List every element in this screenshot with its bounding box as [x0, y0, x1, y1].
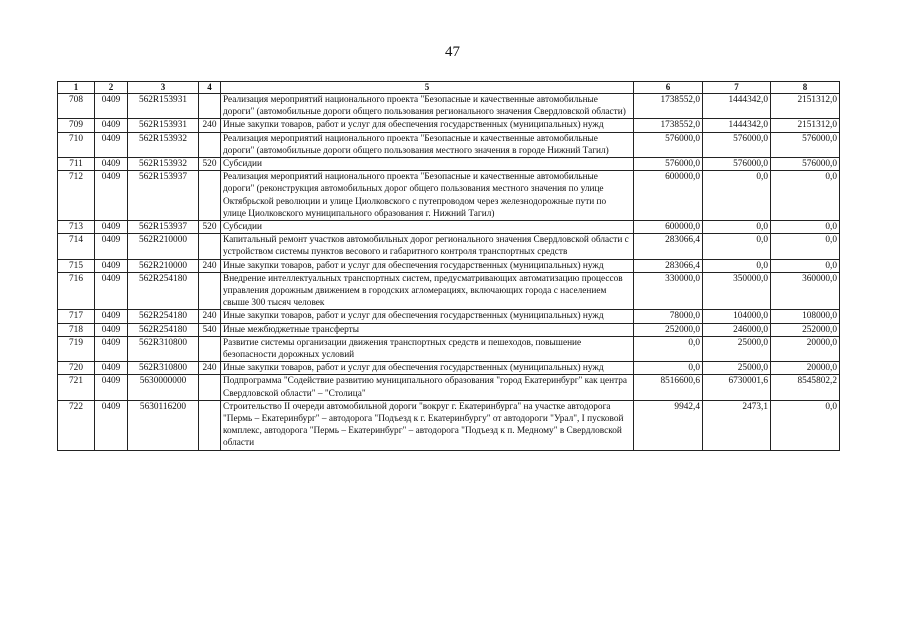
amount-year2-cell: 350000,0	[703, 272, 771, 310]
section-code-cell: 0409	[95, 400, 128, 450]
table-row	[58, 362, 840, 375]
table-row	[58, 323, 840, 336]
amount-year2-cell: 2473,1	[703, 400, 771, 450]
expense-type-cell: 520	[199, 158, 221, 171]
section-code-cell: 0409	[95, 94, 128, 119]
expense-type-cell: 240	[199, 259, 221, 272]
amount-year2-cell: 0,0	[703, 234, 771, 259]
amount-year1-cell: 8516600,6	[634, 375, 703, 400]
table-row	[58, 400, 840, 450]
target-article-cell: 562R153931	[128, 119, 199, 132]
amount-year3-cell: 20000,0	[771, 362, 840, 375]
row-number-cell: 720	[58, 362, 95, 375]
amount-year3-cell: 108000,0	[771, 310, 840, 323]
target-article-cell: 562R153937	[128, 221, 199, 234]
column-header: 4	[199, 82, 221, 94]
section-code-cell: 0409	[95, 221, 128, 234]
amount-year2-cell: 104000,0	[703, 310, 771, 323]
item-name-cell: Реализация мероприятий национального проекта "Безопасные и качественные автомобильные дороги" (реконструкция автомобильных дорог общего пользования местного значения по улице Октябрьской революции и улице Циолковского с путепроводом через железнодорожные пути по улице Циолковского муниципального образования г. Нижний Тагил)	[221, 171, 634, 221]
amount-year1-cell: 252000,0	[634, 323, 703, 336]
amount-year2-cell: 6730001,6	[703, 375, 771, 400]
amount-year3-cell: 2151312,0	[771, 94, 840, 119]
table-row	[58, 158, 840, 171]
section-code-cell: 0409	[95, 310, 128, 323]
target-article-cell: 562R153932	[128, 132, 199, 157]
expense-type-cell	[199, 400, 221, 450]
amount-year3-cell: 0,0	[771, 400, 840, 450]
row-number-cell: 711	[58, 158, 95, 171]
section-code-cell: 0409	[95, 375, 128, 400]
section-code-cell: 0409	[95, 259, 128, 272]
amount-year2-cell: 576000,0	[703, 132, 771, 157]
expense-type-cell	[199, 375, 221, 400]
section-code-cell: 0409	[95, 158, 128, 171]
section-code-cell: 0409	[95, 119, 128, 132]
expense-type-cell: 240	[199, 362, 221, 375]
expense-type-cell: 520	[199, 221, 221, 234]
row-number-cell: 709	[58, 119, 95, 132]
column-header: 2	[95, 82, 128, 94]
amount-year1-cell: 0,0	[634, 336, 703, 361]
row-number-cell: 714	[58, 234, 95, 259]
section-code-cell: 0409	[95, 336, 128, 361]
table-row	[58, 272, 840, 310]
amount-year1-cell: 0,0	[634, 362, 703, 375]
amount-year3-cell: 576000,0	[771, 132, 840, 157]
amount-year3-cell: 0,0	[771, 171, 840, 221]
amount-year1-cell: 600000,0	[634, 221, 703, 234]
amount-year2-cell: 576000,0	[703, 158, 771, 171]
row-number-cell: 719	[58, 336, 95, 361]
item-name-cell: Иные закупки товаров, работ и услуг для обеспечения государственных (муниципальных) нужд	[221, 362, 634, 375]
amount-year1-cell: 1738552,0	[634, 119, 703, 132]
amount-year1-cell: 283066,4	[634, 259, 703, 272]
expense-type-cell: 540	[199, 323, 221, 336]
amount-year2-cell: 0,0	[703, 259, 771, 272]
column-header: 6	[634, 82, 703, 94]
header-row	[58, 82, 840, 94]
table-row	[58, 336, 840, 361]
expense-type-cell	[199, 132, 221, 157]
target-article-cell: 562R310800	[128, 336, 199, 361]
row-number-cell: 710	[58, 132, 95, 157]
column-header: 5	[221, 82, 634, 94]
row-number-cell: 717	[58, 310, 95, 323]
section-code-cell: 0409	[95, 132, 128, 157]
amount-year1-cell: 283066,4	[634, 234, 703, 259]
target-article-cell: 562R153932	[128, 158, 199, 171]
table-row	[58, 94, 840, 119]
amount-year2-cell: 1444342,0	[703, 119, 771, 132]
amount-year1-cell: 78000,0	[634, 310, 703, 323]
amount-year3-cell: 360000,0	[771, 272, 840, 310]
item-name-cell: Подпрограмма "Содействие развитию муниципального образования "город Екатеринбург" как центра Свердловской области" – "Столица"	[221, 375, 634, 400]
column-header: 3	[128, 82, 199, 94]
amount-year1-cell: 600000,0	[634, 171, 703, 221]
amount-year1-cell: 576000,0	[634, 158, 703, 171]
budget-table	[57, 81, 840, 451]
target-article-cell: 562R153937	[128, 171, 199, 221]
table-row	[58, 132, 840, 157]
expense-type-cell	[199, 234, 221, 259]
amount-year3-cell: 576000,0	[771, 158, 840, 171]
item-name-cell: Реализация мероприятий национального проекта "Безопасные и качественные автомобильные дороги" (автомобильные дороги общего пользования регионального значения Свердловской области)	[221, 94, 634, 119]
expense-type-cell	[199, 336, 221, 361]
table-row	[58, 259, 840, 272]
amount-year2-cell: 25000,0	[703, 362, 771, 375]
table-row	[58, 171, 840, 221]
row-number-cell: 721	[58, 375, 95, 400]
row-number-cell: 715	[58, 259, 95, 272]
target-article-cell: 562R210000	[128, 259, 199, 272]
amount-year1-cell: 330000,0	[634, 272, 703, 310]
target-article-cell: 5630116200	[128, 400, 199, 450]
expense-type-cell	[199, 272, 221, 310]
target-article-cell: 562R254180	[128, 272, 199, 310]
section-code-cell: 0409	[95, 362, 128, 375]
expense-type-cell	[199, 171, 221, 221]
target-article-cell: 562R153931	[128, 94, 199, 119]
item-name-cell: Строительство II очереди автомобильной дороги "вокруг г. Екатеринбурга" на участке автодорога "Пермь – Екатеринбург" – автодорога "Подъезд к г. Екатеринбургу" от автодороги "Урал", I пусковой комплекс, автодорога "Пермь – Екатеринбург" – автодорога "Подъезд к п. Медному" в Свердловской области	[221, 400, 634, 450]
amount-year2-cell: 0,0	[703, 221, 771, 234]
amount-year1-cell: 576000,0	[634, 132, 703, 157]
amount-year3-cell: 252000,0	[771, 323, 840, 336]
row-number-cell: 713	[58, 221, 95, 234]
target-article-cell: 562R254180	[128, 323, 199, 336]
row-number-cell: 716	[58, 272, 95, 310]
item-name-cell: Развитие системы организации движения транспортных средств и пешеходов, повышение безопасности дорожных условий	[221, 336, 634, 361]
target-article-cell: 562R210000	[128, 234, 199, 259]
target-article-cell: 562R310800	[128, 362, 199, 375]
item-name-cell: Реализация мероприятий национального проекта "Безопасные и качественные автомобильные дороги" (автомобильные дороги общего пользования местного значения в городе Нижний Тагил)	[221, 132, 634, 157]
item-name-cell: Субсидии	[221, 158, 634, 171]
item-name-cell: Иные закупки товаров, работ и услуг для обеспечения государственных (муниципальных) нужд	[221, 259, 634, 272]
amount-year2-cell: 1444342,0	[703, 94, 771, 119]
amount-year3-cell: 2151312,0	[771, 119, 840, 132]
section-code-cell: 0409	[95, 234, 128, 259]
section-code-cell: 0409	[95, 171, 128, 221]
target-article-cell: 562R254180	[128, 310, 199, 323]
row-number-cell: 712	[58, 171, 95, 221]
column-header: 1	[58, 82, 95, 94]
amount-year3-cell: 20000,0	[771, 336, 840, 361]
page-number: 47	[445, 44, 460, 60]
amount-year1-cell: 9942,4	[634, 400, 703, 450]
row-number-cell: 722	[58, 400, 95, 450]
amount-year3-cell: 8545802,2	[771, 375, 840, 400]
table-row	[58, 310, 840, 323]
table-row	[58, 119, 840, 132]
item-name-cell: Иные закупки товаров, работ и услуг для обеспечения государственных (муниципальных) нужд	[221, 119, 634, 132]
amount-year1-cell: 1738552,0	[634, 94, 703, 119]
item-name-cell: Внедрение интеллектуальных транспортных систем, предусматривающих автоматизацию процессов управления дорожным движением в городских агломерациях, включающих города с населением свыше 300 тысяч человек	[221, 272, 634, 310]
item-name-cell: Иные межбюджетные трансферты	[221, 323, 634, 336]
section-code-cell: 0409	[95, 323, 128, 336]
item-name-cell: Капитальный ремонт участков автомобильных дорог регионального значения Свердловской области с устройством системы пунктов весового и габаритного контроля транспортных средств	[221, 234, 634, 259]
item-name-cell: Иные закупки товаров, работ и услуг для обеспечения государственных (муниципальных) нужд	[221, 310, 634, 323]
amount-year3-cell: 0,0	[771, 221, 840, 234]
table-row	[58, 375, 840, 400]
column-header: 8	[771, 82, 840, 94]
expense-type-cell	[199, 94, 221, 119]
row-number-cell: 718	[58, 323, 95, 336]
amount-year3-cell: 0,0	[771, 234, 840, 259]
column-header: 7	[703, 82, 771, 94]
amount-year3-cell: 0,0	[771, 259, 840, 272]
expense-type-cell: 240	[199, 310, 221, 323]
row-number-cell: 708	[58, 94, 95, 119]
amount-year2-cell: 25000,0	[703, 336, 771, 361]
table-row	[58, 234, 840, 259]
item-name-cell: Субсидии	[221, 221, 634, 234]
amount-year2-cell: 0,0	[703, 171, 771, 221]
amount-year2-cell: 246000,0	[703, 323, 771, 336]
target-article-cell: 5630000000	[128, 375, 199, 400]
expense-type-cell: 240	[199, 119, 221, 132]
table-row	[58, 221, 840, 234]
section-code-cell: 0409	[95, 272, 128, 310]
